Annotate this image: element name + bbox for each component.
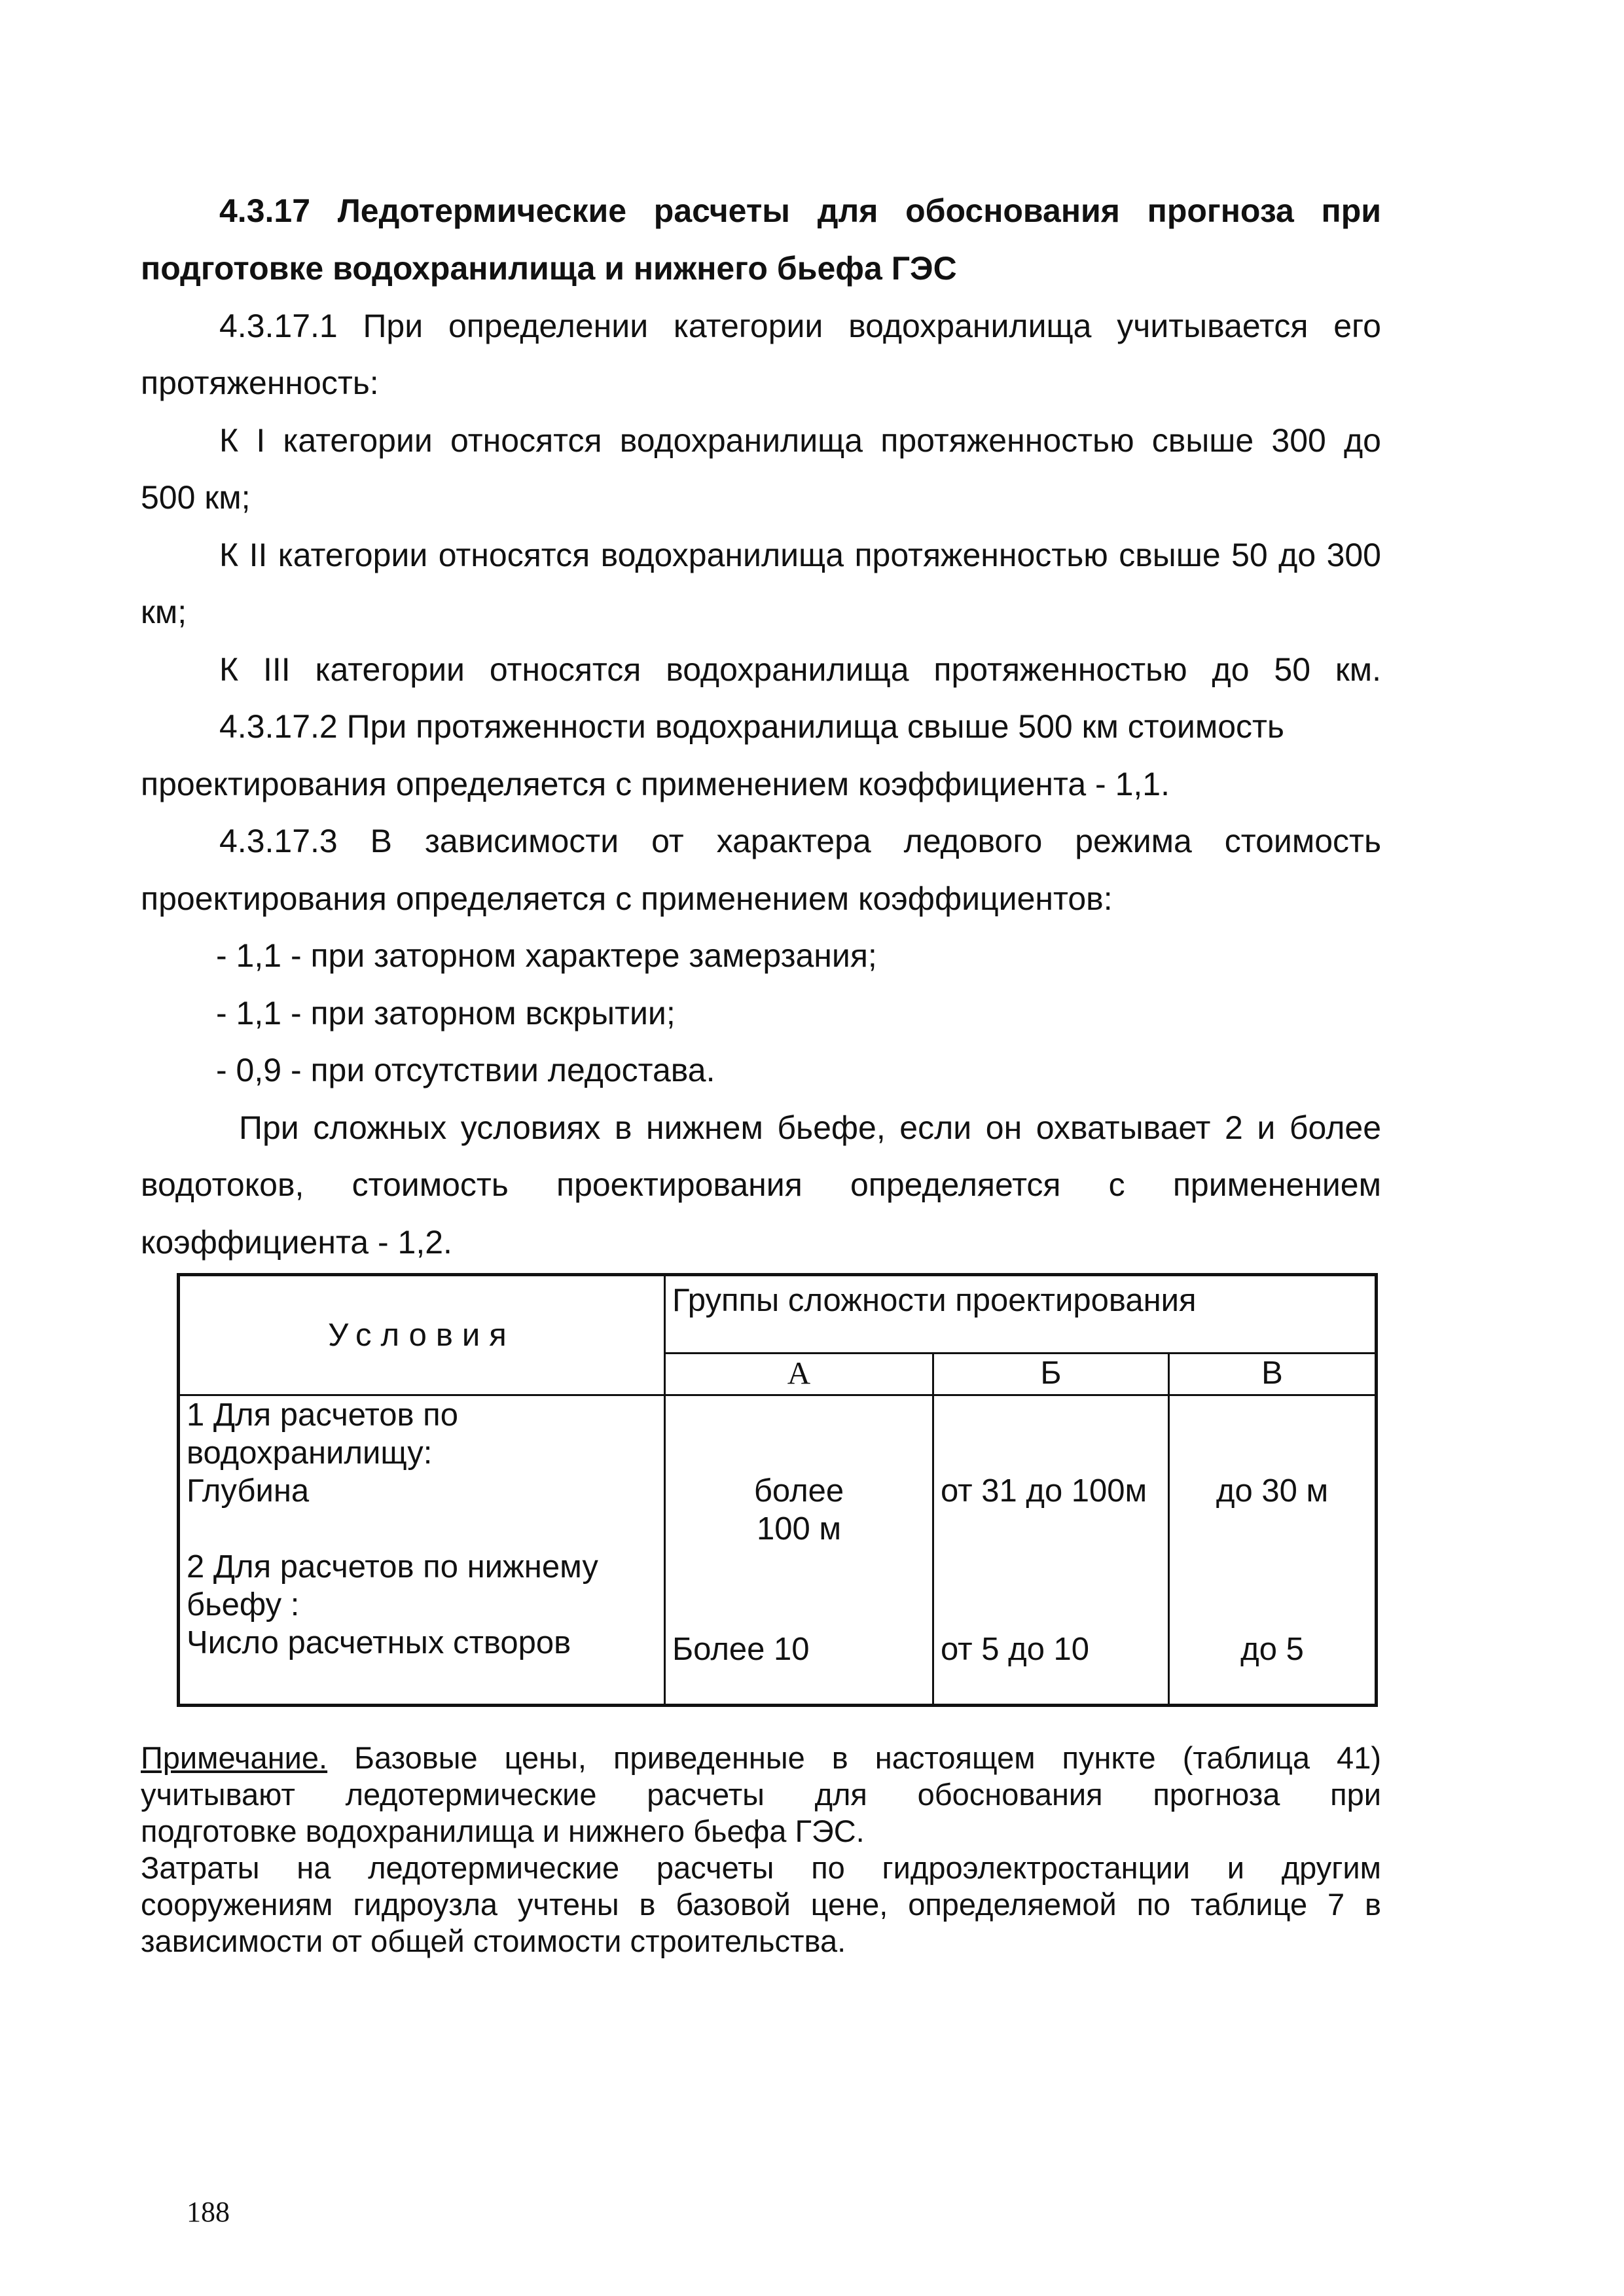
category-2-line1: К II категории относятся водохранилища протяженностью свыше 50 до 300 [219, 537, 1381, 573]
paragraph-4-3-17-3-line1: 4.3.17.3 В зависимости от характера ледового режима стоимость [219, 823, 1381, 859]
paragraph-4-3-17-1-line1: 4.3.17.1 При определении категории водохранилища учитывается его [219, 308, 1381, 344]
row1-group-a-value-line1: более [753, 1473, 844, 1509]
note-label: Примечание. [141, 1740, 328, 1775]
complexity-groups-header: Группы сложности проектирования [665, 1275, 1377, 1354]
complexity-groups-table [177, 1273, 1378, 1707]
note-line6: зависимости от общей стоимости строительства. [141, 1924, 846, 1958]
paragraph-lower-pool-line2: водотоков, стоимость проектирования определяется с применением [141, 1166, 1381, 1203]
note-line1 [141, 1740, 1381, 1776]
row1-label-line3: Глубина [187, 1473, 310, 1509]
group-c-header: В [1169, 1354, 1377, 1395]
group-a-header: А [665, 1354, 933, 1395]
group-b-cell [933, 1395, 1169, 1706]
paragraph-4-3-17-2-line2: проектирования определяется с применением коэффициента - 1,1. [141, 766, 1170, 802]
paragraph-4-3-17-2-line1: 4.3.17.2 При протяженности водохранилища свыше 500 км стоимость [219, 708, 1284, 745]
section-heading-line1: 4.3.17 Ледотермические расчеты для обоснования прогноза при [219, 192, 1381, 229]
row2-label-line2: бьефу : [187, 1587, 300, 1623]
note-line3: подготовке водохранилища и нижнего бьефа ГЭС. [141, 1814, 865, 1848]
section-heading-line2: подготовке водохранилища и нижнего бьефа ГЭС [141, 250, 957, 287]
page-number: 188 [187, 2196, 230, 2228]
conditions-cell [179, 1395, 665, 1706]
row2-group-c-value: до 5 [1240, 1632, 1304, 1667]
row1-group-b-value: от 31 до 100м [941, 1473, 1147, 1509]
row2-group-b-value: от 5 до 10 [941, 1632, 1090, 1667]
row2-group-a-value: Более 10 [672, 1632, 810, 1667]
category-1-line2: 500 км; [141, 479, 251, 516]
category-2-line2: км; [141, 594, 187, 630]
paragraph-4-3-17-1-line2: протяженность: [141, 365, 379, 401]
note-line1-text: Базовые цены, приведенные в настоящем пункте (таблица 41) [327, 1740, 1381, 1775]
coefficient-list-item: - 0,9 - при отсутствии ледостава. [216, 1052, 715, 1088]
group-b-header: Б [933, 1354, 1169, 1395]
paragraph-4-3-17-3-line2: проектирования определяется с применением коэффициентов: [141, 880, 1113, 917]
row1-group-a-value-line2: 100 м [756, 1511, 842, 1547]
row2-label-line3: Число расчетных створов [187, 1625, 571, 1660]
row1-group-c-value: до 30 м [1216, 1473, 1329, 1509]
category-1-line1: К I категории относятся водохранилища протяженностью свыше 300 до [219, 422, 1381, 459]
note-line4: Затраты на ледотермические расчеты по гидроэлектростанции и другим [141, 1850, 1381, 1885]
note-line5: сооружениям гидроузла учтены в базовой цене, определяемой по таблице 7 в [141, 1887, 1381, 1922]
paragraph-lower-pool-line3: коэффициента - 1,2. [141, 1224, 452, 1261]
row2-label-line1: 2 Для расчетов по нижнему [187, 1549, 598, 1585]
conditions-column-header: Условия [179, 1275, 665, 1395]
category-3-line: К III категории относятся водохранилища протяженностью до 50 км. [219, 651, 1381, 688]
paragraph-lower-pool-line1: При сложных условиях в нижнем бьефе, если он охватывает 2 и более [239, 1109, 1381, 1146]
group-c-cell [1169, 1395, 1377, 1706]
note-line2: учитывают ледотермические расчеты для обоснования прогноза при [141, 1777, 1381, 1812]
row1-label-line1: 1 Для расчетов по [187, 1397, 458, 1433]
coefficient-list-item: - 1,1 - при заторном вскрытии; [216, 995, 676, 1031]
coefficient-list-item: - 1,1 - при заторном характере замерзания; [216, 937, 877, 974]
row1-label-line2: водохранилищу: [187, 1435, 433, 1471]
group-a-cell [665, 1395, 933, 1706]
